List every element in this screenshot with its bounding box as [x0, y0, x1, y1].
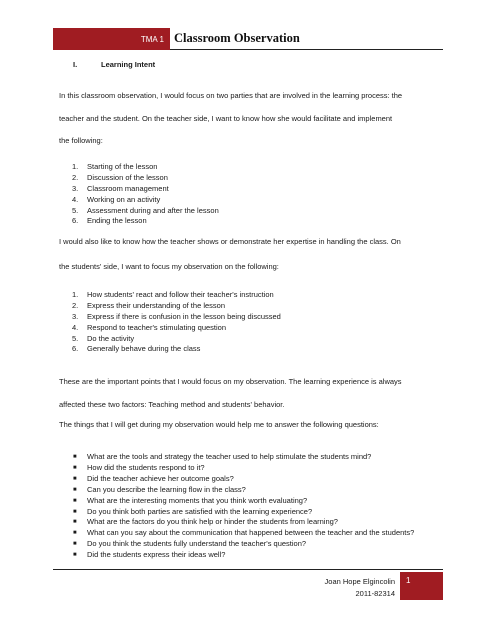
list-item: 2. Express their understanding of the lesson	[72, 300, 225, 310]
bullet-icon: ■	[73, 530, 77, 537]
teacher-focus-list	[72, 162, 219, 227]
header-rule	[170, 49, 443, 50]
text-line: teacher and the student. On the teacher side, I want to know how she would facilitate and implement	[59, 113, 393, 123]
list-item: 6. Generally behave during the class	[72, 344, 201, 354]
bullet-icon: ■	[73, 486, 77, 493]
list-item: 4. Respond to teacher's stimulating question	[72, 322, 227, 332]
footer-rule	[53, 569, 443, 570]
text-line: In this classroom observation, I would focus on two parties that are involved in the learning process: the	[59, 91, 403, 100]
list-item: 5. Assessment during and after the lesson	[72, 205, 219, 215]
expertise-paragraph	[59, 237, 444, 272]
question-item: ■ Do you think both parties are satisfied with the learning experience?	[73, 506, 313, 516]
section-heading	[73, 60, 155, 69]
points-paragraph	[59, 377, 444, 410]
bullet-icon: ■	[73, 454, 77, 460]
questions-list	[73, 452, 417, 561]
bullet-icon: ■	[73, 552, 77, 559]
bullet-icon: ■	[73, 519, 77, 526]
list-item: 6. Ending the lesson	[72, 216, 147, 226]
footer-author-block	[300, 576, 395, 600]
list-item: 1. How students' react and follow their teacher's instruction	[72, 290, 274, 299]
question-item: ■ Do you think the students fully understand the teacher's question?	[73, 539, 307, 549]
student-id: 2011-82314	[355, 589, 395, 598]
question-item: ■ What are the interesting moments that you think worth evaluating?	[73, 495, 308, 505]
section-number: I.	[73, 60, 78, 69]
text-line: I would also like to know how the teacher shows or demonstrate her expertise in handling the class. On	[59, 237, 401, 246]
text-line: These are the important points that I would focus on my observation. The learning experience is always	[59, 377, 402, 386]
intro-paragraph	[59, 91, 444, 146]
document-title: Classroom Observation	[174, 31, 300, 45]
list-item: 1. Starting of the lesson	[72, 162, 158, 171]
question-item: ■ Did the teacher achieve her outcome goals?	[73, 473, 234, 483]
question-item: ■ What can you say about the communication that happened between the teacher and the students?	[73, 528, 415, 538]
text-line: the students' side, I want to focus my observation on the following:	[59, 261, 279, 271]
text-line: the following:	[59, 136, 103, 145]
question-item: ■ What are the tools and strategy the teacher used to help stimulate the students mind?	[73, 452, 372, 461]
list-item: 4. Working on an activity	[72, 194, 161, 204]
question-item: ■ Did the students express their ideas well?	[73, 550, 226, 560]
page-header	[53, 28, 443, 50]
list-item: 3. Express if there is confusion in the lesson being discussed	[72, 311, 281, 321]
question-item: ■ What are the factors do you think help or hinder the students from learning?	[73, 517, 338, 527]
page-number: 1	[400, 572, 443, 600]
author-name: Joan Hope Elgincolin	[324, 577, 395, 586]
student-focus-list	[72, 290, 281, 355]
section-title: Learning Intent	[101, 60, 156, 69]
question-item: ■ Can you describe the learning flow in the class?	[73, 484, 246, 494]
header-tag: TMA 1	[53, 28, 170, 50]
questions-intro: The things that I will get during my observation would help me to answer the following questions:	[59, 420, 379, 429]
bullet-icon: ■	[73, 497, 77, 504]
list-item: 5. Do the activity	[72, 333, 135, 343]
bullet-icon: ■	[73, 508, 77, 515]
bullet-icon: ■	[73, 541, 77, 548]
list-item: 3. Classroom management	[72, 183, 169, 193]
bullet-icon: ■	[73, 464, 77, 471]
bullet-icon: ■	[73, 475, 77, 482]
question-item: ■ How did the students respond to it?	[73, 462, 205, 472]
text-line: affected these two factors: Teaching method and students' behavior.	[59, 399, 285, 409]
list-item: 2. Discussion of the lesson	[72, 172, 168, 182]
